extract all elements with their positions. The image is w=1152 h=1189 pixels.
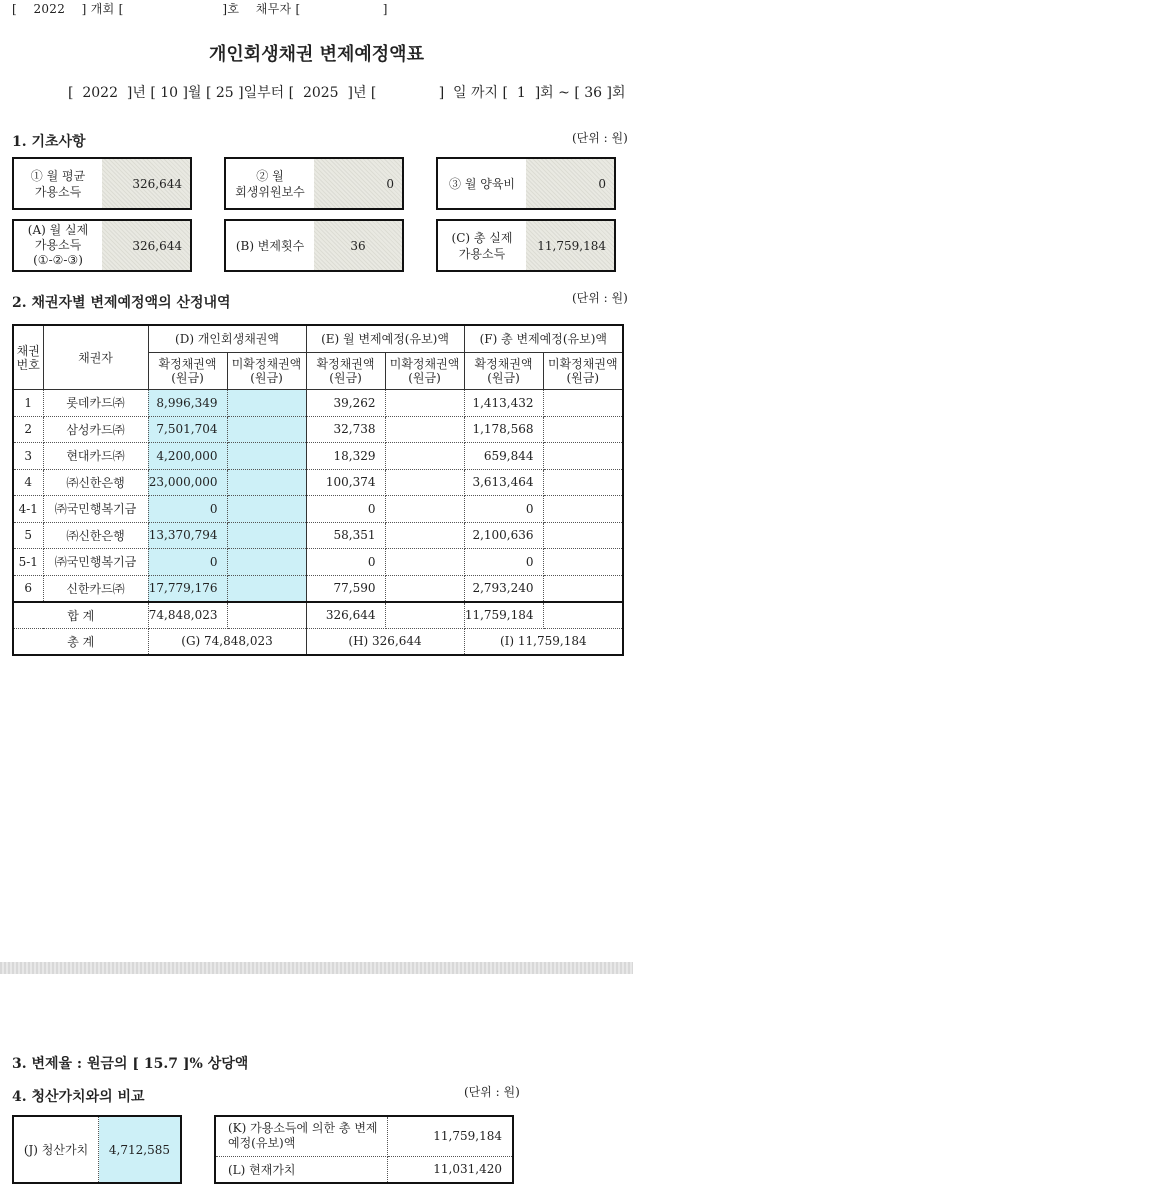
- head-group-d: (D) 개인회생채권액: [148, 325, 306, 353]
- row-d-confirmed: 8,996,349: [148, 390, 227, 417]
- total-g: (G) 74,848,023: [148, 628, 306, 655]
- row-f-confirmed: 2,793,240: [464, 575, 543, 602]
- row-creditor: ㈜국민행복기금: [43, 496, 148, 523]
- support-cost-box: [436, 157, 616, 210]
- section4-title: 4. 청산가치와의 비교: [12, 1089, 145, 1105]
- sum-e-confirmed: 326,644: [306, 602, 385, 629]
- row-e-confirmed: 0: [306, 496, 385, 523]
- row-d-confirmed: 0: [148, 496, 227, 523]
- row-e-confirmed: 18,329: [306, 443, 385, 470]
- row-creditor: ㈜신한은행: [43, 469, 148, 496]
- row-f-unconfirmed: [543, 469, 623, 496]
- row-creditor: ㈜국민행복기금: [43, 549, 148, 576]
- trustee-fee-value: 0: [314, 159, 402, 208]
- row-f-confirmed: 1,178,568: [464, 416, 543, 443]
- row-e-confirmed: 39,262: [306, 390, 385, 417]
- row-f-unconfirmed: [543, 496, 623, 523]
- k-value: 11,759,184: [388, 1116, 514, 1156]
- row-e-confirmed: 32,738: [306, 416, 385, 443]
- sum-label: 합 계: [13, 602, 148, 629]
- table-row: [13, 390, 623, 417]
- row-e-unconfirmed: [385, 549, 464, 576]
- row-e-confirmed: 77,590: [306, 575, 385, 602]
- total-i: (I) 11,759,184: [464, 628, 623, 655]
- row-no: 2: [13, 416, 43, 443]
- head-no: 채권 번호: [13, 325, 43, 390]
- row-e-unconfirmed: [385, 496, 464, 523]
- row-d-confirmed: 7,501,704: [148, 416, 227, 443]
- table-row: [13, 522, 623, 549]
- row-f-unconfirmed: [543, 522, 623, 549]
- total-row: [13, 628, 623, 655]
- total-actual-income-value: 11,759,184: [526, 221, 614, 270]
- row-creditor: 삼성카드㈜: [43, 416, 148, 443]
- k-label: (K) 가용소득에 의한 총 변제 예정(유보)액: [215, 1116, 388, 1156]
- sum-f-unconfirmed: [543, 602, 623, 629]
- monthly-avg-income-box: [12, 157, 192, 210]
- section1-unit: (단위 : 원): [572, 131, 628, 145]
- page-title: 개인회생채권 변제예정액표: [209, 44, 424, 65]
- row-creditor: 신한카드㈜: [43, 575, 148, 602]
- row-f-confirmed: 0: [464, 496, 543, 523]
- row-no: 5-1: [13, 549, 43, 576]
- section1-title: 1. 기초사항: [12, 134, 86, 150]
- support-cost-value: 0: [526, 159, 614, 208]
- row-no: 4-1: [13, 496, 43, 523]
- row-d-confirmed: 23,000,000: [148, 469, 227, 496]
- comparison-box: [214, 1115, 514, 1184]
- head-f-confirmed: 확정채권액 (원금): [464, 353, 543, 390]
- row-f-unconfirmed: [543, 416, 623, 443]
- monthly-avg-income-label: ① 월 평균 가용소득: [30, 168, 86, 199]
- actual-income-label: (A) 월 실제 가용소득 (①-②-③): [27, 223, 89, 267]
- row-d-unconfirmed: [227, 416, 306, 443]
- repay-count-box: [224, 219, 404, 272]
- head-d-unconfirmed: 미확정채권액 (원금): [227, 353, 306, 390]
- row-f-confirmed: 1,413,432: [464, 390, 543, 417]
- row-e-confirmed: 0: [306, 549, 385, 576]
- row-no: 1: [13, 390, 43, 417]
- head-creditor: 채권자: [43, 325, 148, 390]
- head-d-confirmed: 확정채권액 (원금): [148, 353, 227, 390]
- head-f-unconfirmed: 미확정채권액 (원금): [543, 353, 623, 390]
- row-d-confirmed: 0: [148, 549, 227, 576]
- page-separator: [0, 962, 633, 974]
- row-e-unconfirmed: [385, 469, 464, 496]
- repayment-table: [12, 324, 624, 656]
- row-f-confirmed: 2,100,636: [464, 522, 543, 549]
- row-d-unconfirmed: [227, 390, 306, 417]
- sum-f-confirmed: 11,759,184: [464, 602, 543, 629]
- row-f-confirmed: 3,613,464: [464, 469, 543, 496]
- l-label: (L) 현재가치: [215, 1156, 388, 1183]
- table-row: [13, 496, 623, 523]
- monthly-avg-income-value: 326,644: [102, 159, 190, 208]
- row-f-confirmed: 0: [464, 549, 543, 576]
- table-row: [13, 469, 623, 496]
- row-f-unconfirmed: [543, 390, 623, 417]
- row-f-confirmed: 659,844: [464, 443, 543, 470]
- row-f-unconfirmed: [543, 549, 623, 576]
- liquidation-label: (J) 청산가치: [13, 1116, 99, 1183]
- row-d-unconfirmed: [227, 522, 306, 549]
- section2-title: 2. 채권자별 변제예정액의 산정내역: [12, 295, 231, 311]
- row-e-unconfirmed: [385, 575, 464, 602]
- row-f-unconfirmed: [543, 443, 623, 470]
- table-row: [13, 575, 623, 602]
- row-f-unconfirmed: [543, 575, 623, 602]
- section4-unit: (단위 : 원): [464, 1085, 520, 1099]
- head-group-f: (F) 총 변제예정(유보)액: [464, 325, 623, 353]
- sum-row: [13, 602, 623, 629]
- row-e-unconfirmed: [385, 416, 464, 443]
- row-d-unconfirmed: [227, 443, 306, 470]
- row-d-confirmed: 17,779,176: [148, 575, 227, 602]
- table-row: [13, 416, 623, 443]
- row-d-confirmed: 13,370,794: [148, 522, 227, 549]
- sum-d-unconfirmed: [227, 602, 306, 629]
- period-line: [ 2022 ]년 [ 10 ]월 [ 25 ]일부터 [ 2025 ]년 [ ] 일 까지 [ 1 ]회 ~ [ 36 ]회: [68, 85, 626, 101]
- table-row: [13, 443, 623, 470]
- liquidation-box: [12, 1115, 182, 1184]
- trustee-fee-label: ② 월 회생위원보수: [235, 168, 305, 199]
- row-e-confirmed: 100,374: [306, 469, 385, 496]
- row-e-unconfirmed: [385, 390, 464, 417]
- row-d-unconfirmed: [227, 469, 306, 496]
- repay-count-label: (B) 변제횟수: [235, 238, 305, 253]
- case-header: [ 2022 ] 개회 [ ]호 채무자 [ ]: [12, 2, 388, 16]
- table-row: [13, 549, 623, 576]
- total-actual-income-box: [436, 219, 616, 272]
- repay-count-value: 36: [314, 221, 402, 270]
- row-creditor: 롯데카드㈜: [43, 390, 148, 417]
- row-d-confirmed: 4,200,000: [148, 443, 227, 470]
- total-h: (H) 326,644: [306, 628, 464, 655]
- row-creditor: ㈜신한은행: [43, 522, 148, 549]
- total-label: 총 계: [13, 628, 148, 655]
- row-e-unconfirmed: [385, 522, 464, 549]
- trustee-fee-box: [224, 157, 404, 210]
- row-e-unconfirmed: [385, 443, 464, 470]
- head-group-e: (E) 월 변제예정(유보)액: [306, 325, 464, 353]
- head-e-confirmed: 확정채권액 (원금): [306, 353, 385, 390]
- l-value: 11,031,420: [433, 1162, 502, 1177]
- support-cost-label: ③ 월 양육비: [449, 176, 515, 191]
- total-actual-income-label: (C) 총 실제 가용소득: [451, 230, 513, 261]
- actual-income-box: [12, 219, 192, 272]
- liquidation-value: 4,712,585: [99, 1116, 182, 1183]
- sum-e-unconfirmed: [385, 602, 464, 629]
- row-d-unconfirmed: [227, 549, 306, 576]
- head-e-unconfirmed: 미확정채권액 (원금): [385, 353, 464, 390]
- actual-income-value: 326,644: [102, 221, 190, 270]
- row-no: 3: [13, 443, 43, 470]
- row-no: 4: [13, 469, 43, 496]
- section2-unit: (단위 : 원): [572, 291, 628, 305]
- row-creditor: 현대카드㈜: [43, 443, 148, 470]
- section3-title: 3. 변제율 : 원금의 [ 15.7 ]% 상당액: [12, 1056, 249, 1072]
- row-no: 5: [13, 522, 43, 549]
- row-e-confirmed: 58,351: [306, 522, 385, 549]
- row-d-unconfirmed: [227, 575, 306, 602]
- row-no: 6: [13, 575, 43, 602]
- sum-d-confirmed: 74,848,023: [148, 602, 227, 629]
- row-d-unconfirmed: [227, 496, 306, 523]
